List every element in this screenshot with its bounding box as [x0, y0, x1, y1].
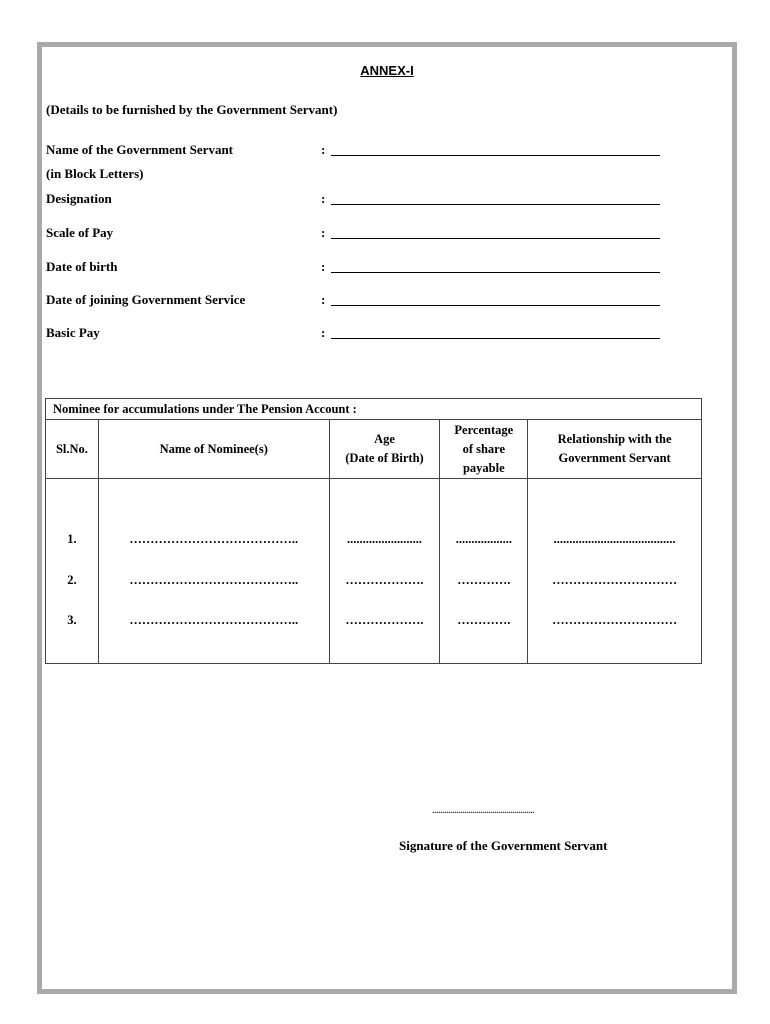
table-row: [46, 555, 702, 605]
nominee-relationship-blank[interactable]: .......................................: [528, 479, 702, 556]
field-colon: :: [321, 142, 326, 157]
col-header-percentage: Percentage of share payable: [440, 420, 528, 479]
table-row: [46, 605, 702, 664]
field-colon: :: [321, 325, 326, 340]
field-blank-date-of-joining[interactable]: [331, 305, 660, 306]
field-blank-scale-of-pay[interactable]: [331, 238, 660, 239]
field-label-date-of-birth: Date of birth: [46, 259, 118, 274]
field-label-scale-of-pay: Scale of Pay: [46, 225, 114, 240]
row-number: 3.: [46, 605, 99, 664]
row-number: 2.: [46, 555, 99, 605]
signature-line[interactable]: ...................................................: [432, 805, 534, 816]
field-blank-designation[interactable]: [331, 204, 660, 205]
nominee-relationship-blank[interactable]: …………………………: [528, 605, 702, 664]
table-row: [46, 479, 702, 556]
field-colon: :: [321, 225, 326, 240]
intro-text: (Details to be furnished by the Government Servant): [46, 102, 338, 117]
nominee-name-blank[interactable]: …………………………………..: [98, 555, 329, 605]
field-label-name: Name of the Government Servant: [46, 142, 234, 157]
field-colon: :: [321, 259, 326, 274]
field-label-basic-pay: Basic Pay: [46, 325, 100, 340]
nominee-percentage-blank[interactable]: ………….: [440, 605, 528, 664]
nominee-percentage-blank[interactable]: ..................: [440, 479, 528, 556]
nominee-age-blank[interactable]: ……………….: [329, 605, 440, 664]
nominee-percentage-blank[interactable]: ………….: [440, 555, 528, 605]
nominee-age-blank[interactable]: ........................: [329, 479, 440, 556]
col-header-name: Name of Nominee(s): [98, 420, 329, 479]
field-sublabel-block-letters: (in Block Letters): [46, 166, 144, 181]
field-label-designation: Designation: [46, 191, 112, 206]
signature-label: Signature of the Government Servant: [399, 838, 608, 853]
nominee-name-blank[interactable]: …………………………………..: [98, 605, 329, 664]
nominee-table: [45, 398, 702, 664]
field-label-date-of-joining: Date of joining Government Service: [46, 292, 246, 307]
col-header-age: Age (Date of Birth): [329, 420, 440, 479]
field-colon: :: [321, 292, 326, 307]
field-blank-date-of-birth[interactable]: [331, 272, 660, 273]
nominee-table-caption: Nominee for accumulations under The Pension Account :: [46, 399, 702, 420]
nominee-relationship-blank[interactable]: …………………………: [528, 555, 702, 605]
annex-title: ANNEX-I: [360, 63, 414, 78]
field-blank-basic-pay[interactable]: [331, 338, 660, 339]
nominee-name-blank[interactable]: …………………………………..: [98, 479, 329, 556]
field-blank-name[interactable]: [331, 155, 660, 156]
field-colon: :: [321, 191, 326, 206]
col-header-relationship: Relationship with the Government Servant: [528, 420, 702, 479]
form-sheet: [37, 42, 737, 994]
col-header-slno: Sl.No.: [46, 420, 99, 479]
nominee-age-blank[interactable]: ……………….: [329, 555, 440, 605]
row-number: 1.: [46, 479, 99, 556]
